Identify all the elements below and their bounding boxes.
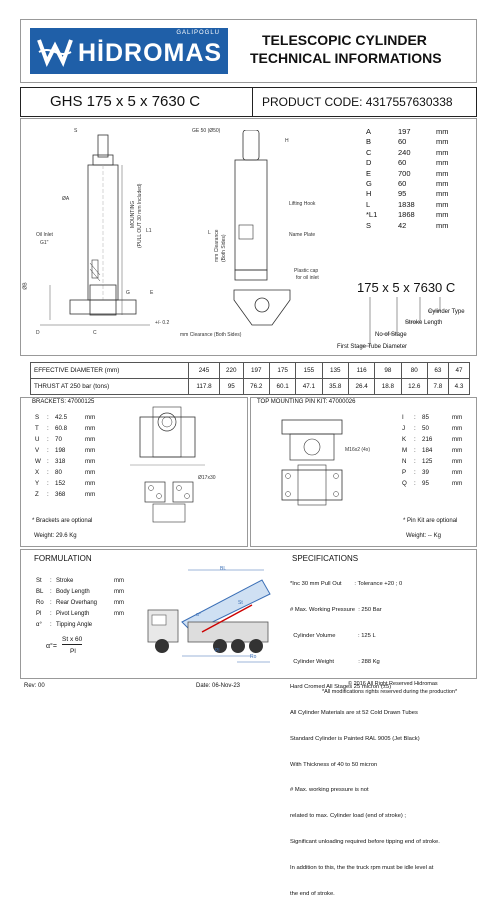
thrust-row [31,379,470,395]
label-h: H [285,138,289,144]
dim-row: B 60 mm [366,137,449,147]
diameter-cell: 63 [427,363,448,379]
spec-line: With Thickness of 40 to 50 micron [290,761,378,768]
thrust-cell: 95 [219,379,243,395]
bracket-row: Y : 152 mm [35,480,96,487]
label-tol: +/- 0.2 [155,320,170,326]
diameter-cell: 80 [401,363,427,379]
pin-kit-bolt-label: M16x2 (4x) [345,447,371,453]
brackets-title: BRACKETS: 47000125 [32,399,95,405]
doc-title-line1: TELESCOPIC CYLINDER [262,32,427,48]
pin-row: I : 85 mm [402,414,463,421]
bracket-row: W : 318 mm [35,458,96,465]
thrust-label: THRUST AT 250 bar (tons) [31,379,189,395]
code-legend-stroke-length: Stroke Length [405,320,443,326]
thrust-cell: 26.4 [348,379,374,395]
label-mm-clearance: mm Clearance [214,229,220,262]
formulation-row: BL : Body Length mm [36,589,124,595]
brackets-dims [35,412,95,500]
truck-label-bl: BL [220,566,227,572]
dim-row: A 197 mm [366,127,449,136]
bracket-drawing [125,402,240,532]
bracket-row: V : 198 mm [35,447,96,454]
formulation-title: FORMULATION [34,554,92,563]
label-ge50: GE 50 (Ø50) [192,128,221,134]
dim-row: D 60 mm [366,158,449,168]
formula-numerator: St x 60 [62,636,83,643]
dim-row: S 42 mm [366,220,449,230]
dim-row: C 240 mm [366,147,449,157]
diameter-cell: 175 [269,363,295,379]
label-both-sides: (Both Sides) [221,234,227,262]
dimension-table [366,127,449,231]
thrust-cell: 7.8 [427,379,448,395]
label-b: ØB [22,282,29,290]
label-for-oil-inlet: for oil inlet [296,275,319,281]
label-clear-both: mm Clearance (Both Sides) [180,332,242,338]
thrust-cell: 117.8 [189,379,220,395]
pin-kit-dims [402,412,462,489]
pin-kit-weight: Weight: -- Kg [406,533,441,539]
dim-row: G 60 mm [366,179,449,189]
brand-small: GALIPOGLU [176,30,220,36]
label-e: E [150,290,154,296]
specs-lines [290,563,440,907]
label-plastic-cap: Plastic cap [294,268,319,274]
footer-note: *All modifications rights reserved during the production* [322,689,458,695]
pin-row: Q : 95 mm [402,480,463,487]
label-name-plate: Name Plate [289,232,316,238]
label-pull-out: (PULL OUT 30 mm Included) [137,183,143,248]
thrust-cell: 60.1 [269,379,295,395]
diameter-cell: 197 [243,363,269,379]
bracket-row: T : 60.8 mm [35,425,96,432]
pin-kit-title: TOP MOUNTING PIN KIT: 47000026 [257,399,356,405]
thrust-cell: 47.1 [296,379,322,395]
brand-name: HİDROMAS [78,39,223,67]
spec-line: Significant unloading required before tipping end of stroke. [290,839,440,845]
product-code: PRODUCT CODE: 4317557630338 [262,95,453,109]
footer-date: Date: 06-Nov-23 [196,683,241,689]
spec-line: Standard Cylinder is Painted RAL 9005 (Jet Black) [290,735,420,742]
diameter-cell: 155 [296,363,322,379]
diameter-cell: 47 [448,363,469,379]
label-lifting-hook: Lifting Hook [289,201,316,207]
model-divider [252,87,253,117]
model-name: GHS 175 x 5 x 7630 C [50,93,201,110]
formulation-row: Ro : Rear Overhang mm [36,600,124,606]
formulation-row: Pl : Pivot Length mm [36,611,124,617]
bracket-row: S : 42.5 mm [35,414,96,421]
spec-line: Cylinder Volume : 125 L [290,632,376,639]
label-g1: G1" [40,240,49,246]
spec-line: Hard Cromed All Stages 25 micron (±5) [290,684,392,691]
formulation-row: St : Stroke mm [36,578,124,584]
code-legend-code: 175 x 5 x 7630 C [357,280,456,295]
label-l1: L1 [146,228,152,234]
brackets-note: * Brackets are optional [32,518,93,524]
formula-denominator: Pl [70,648,76,655]
doc-title-line2: TECHNICAL INFORMATIONS [250,50,442,66]
spec-line: # Max. Working Pressure : 250 Bar [290,606,382,613]
spec-line: In addition to this, the the truck rpm must be idle level at [290,864,434,871]
label-l: L [208,230,211,236]
dim-row: L 1838 mm [366,199,449,209]
diameter-cell: 98 [375,363,401,379]
formula-lhs: α°= [46,643,57,650]
thrust-cell: 35.8 [322,379,348,395]
label-mounting: MOUNTING [130,200,136,228]
code-legend-cylinder-type: Cylinder Type [428,309,465,315]
brackets-weight: Weight: 29.6 Kg [34,533,77,539]
tipper-truck-drawing [142,560,274,665]
thrust-cell: 18.8 [375,379,401,395]
spec-line: All Cylinder Materials are st 52 Cold Drawn Tubes [290,710,418,717]
diameter-row [31,363,470,379]
hidromas-logo-icon [36,34,74,68]
diameter-cell: 245 [189,363,220,379]
spec-line: related to max. Cylinder load (end of stroke) ; [290,813,406,820]
pin-row: K : 216 mm [402,436,463,443]
label-a: ØA [62,196,70,202]
thrust-cell: 4.3 [448,379,469,395]
performance-table [30,362,470,395]
footer-copyright: © 2016 All Right Reserved Hidromas [348,681,438,687]
spec-line: Cylinder Weight : 288 Kg [290,658,380,665]
label-d: D [36,330,40,336]
bracket-hole-label: Ø17x30 [198,475,216,481]
truck-label-st: St [238,600,243,606]
pin-row: J : 50 mm [402,425,463,432]
bracket-row: U : 70 mm [35,436,96,443]
label-oil-inlet: Oil Inlet [36,232,53,238]
truck-label-ro: Ro [250,654,257,660]
formulation-row: α° : Tipping Angle [36,622,93,628]
logo [30,28,228,74]
diameter-cell: 135 [322,363,348,379]
code-legend-leaders [360,295,460,365]
formulation-list [36,576,124,631]
pin-kit-drawing [260,410,390,520]
label-s: S [74,128,78,134]
footer-rev: Rev: 00 [24,683,45,689]
pin-row: M : 184 mm [402,447,463,454]
dim-row: H 95 mm [366,189,449,199]
thrust-cell: 12.6 [401,379,427,395]
label-c: C [93,330,97,336]
pin-row: P : 39 mm [402,469,463,476]
diameter-cell: 116 [348,363,374,379]
bracket-row: Z : 368 mm [35,491,96,498]
diameter-label: EFFECTIVE DIAMETER (mm) [31,363,189,379]
specs-title: SPECIFICATIONS [292,554,359,563]
label-g: G [126,290,130,296]
dim-row: E 700 mm [366,168,449,178]
spec-line: # Max. working pressure is not [290,787,369,794]
truck-label-pl: Pl [215,648,220,654]
truck-label-a: α° [196,612,201,618]
thrust-cell: 76.2 [243,379,269,395]
diameter-cell: 220 [219,363,243,379]
bracket-row: X : 80 mm [35,469,96,476]
spec-line: *Inc 30 mm Pull Out : Tolerance +20 ; 0 [290,581,403,588]
code-legend-no-of-stage: No of Stage [375,332,407,338]
pin-row: N : 125 mm [402,458,463,465]
code-legend-first-stage: First Stage Tube Diameter [337,344,408,350]
dim-row: *L1 1868 mm [366,210,449,220]
spec-line: the end of stroke. [290,890,335,897]
bottom-mount-view [232,285,292,335]
pin-kit-note: * Pin Kit are optional [403,518,458,524]
